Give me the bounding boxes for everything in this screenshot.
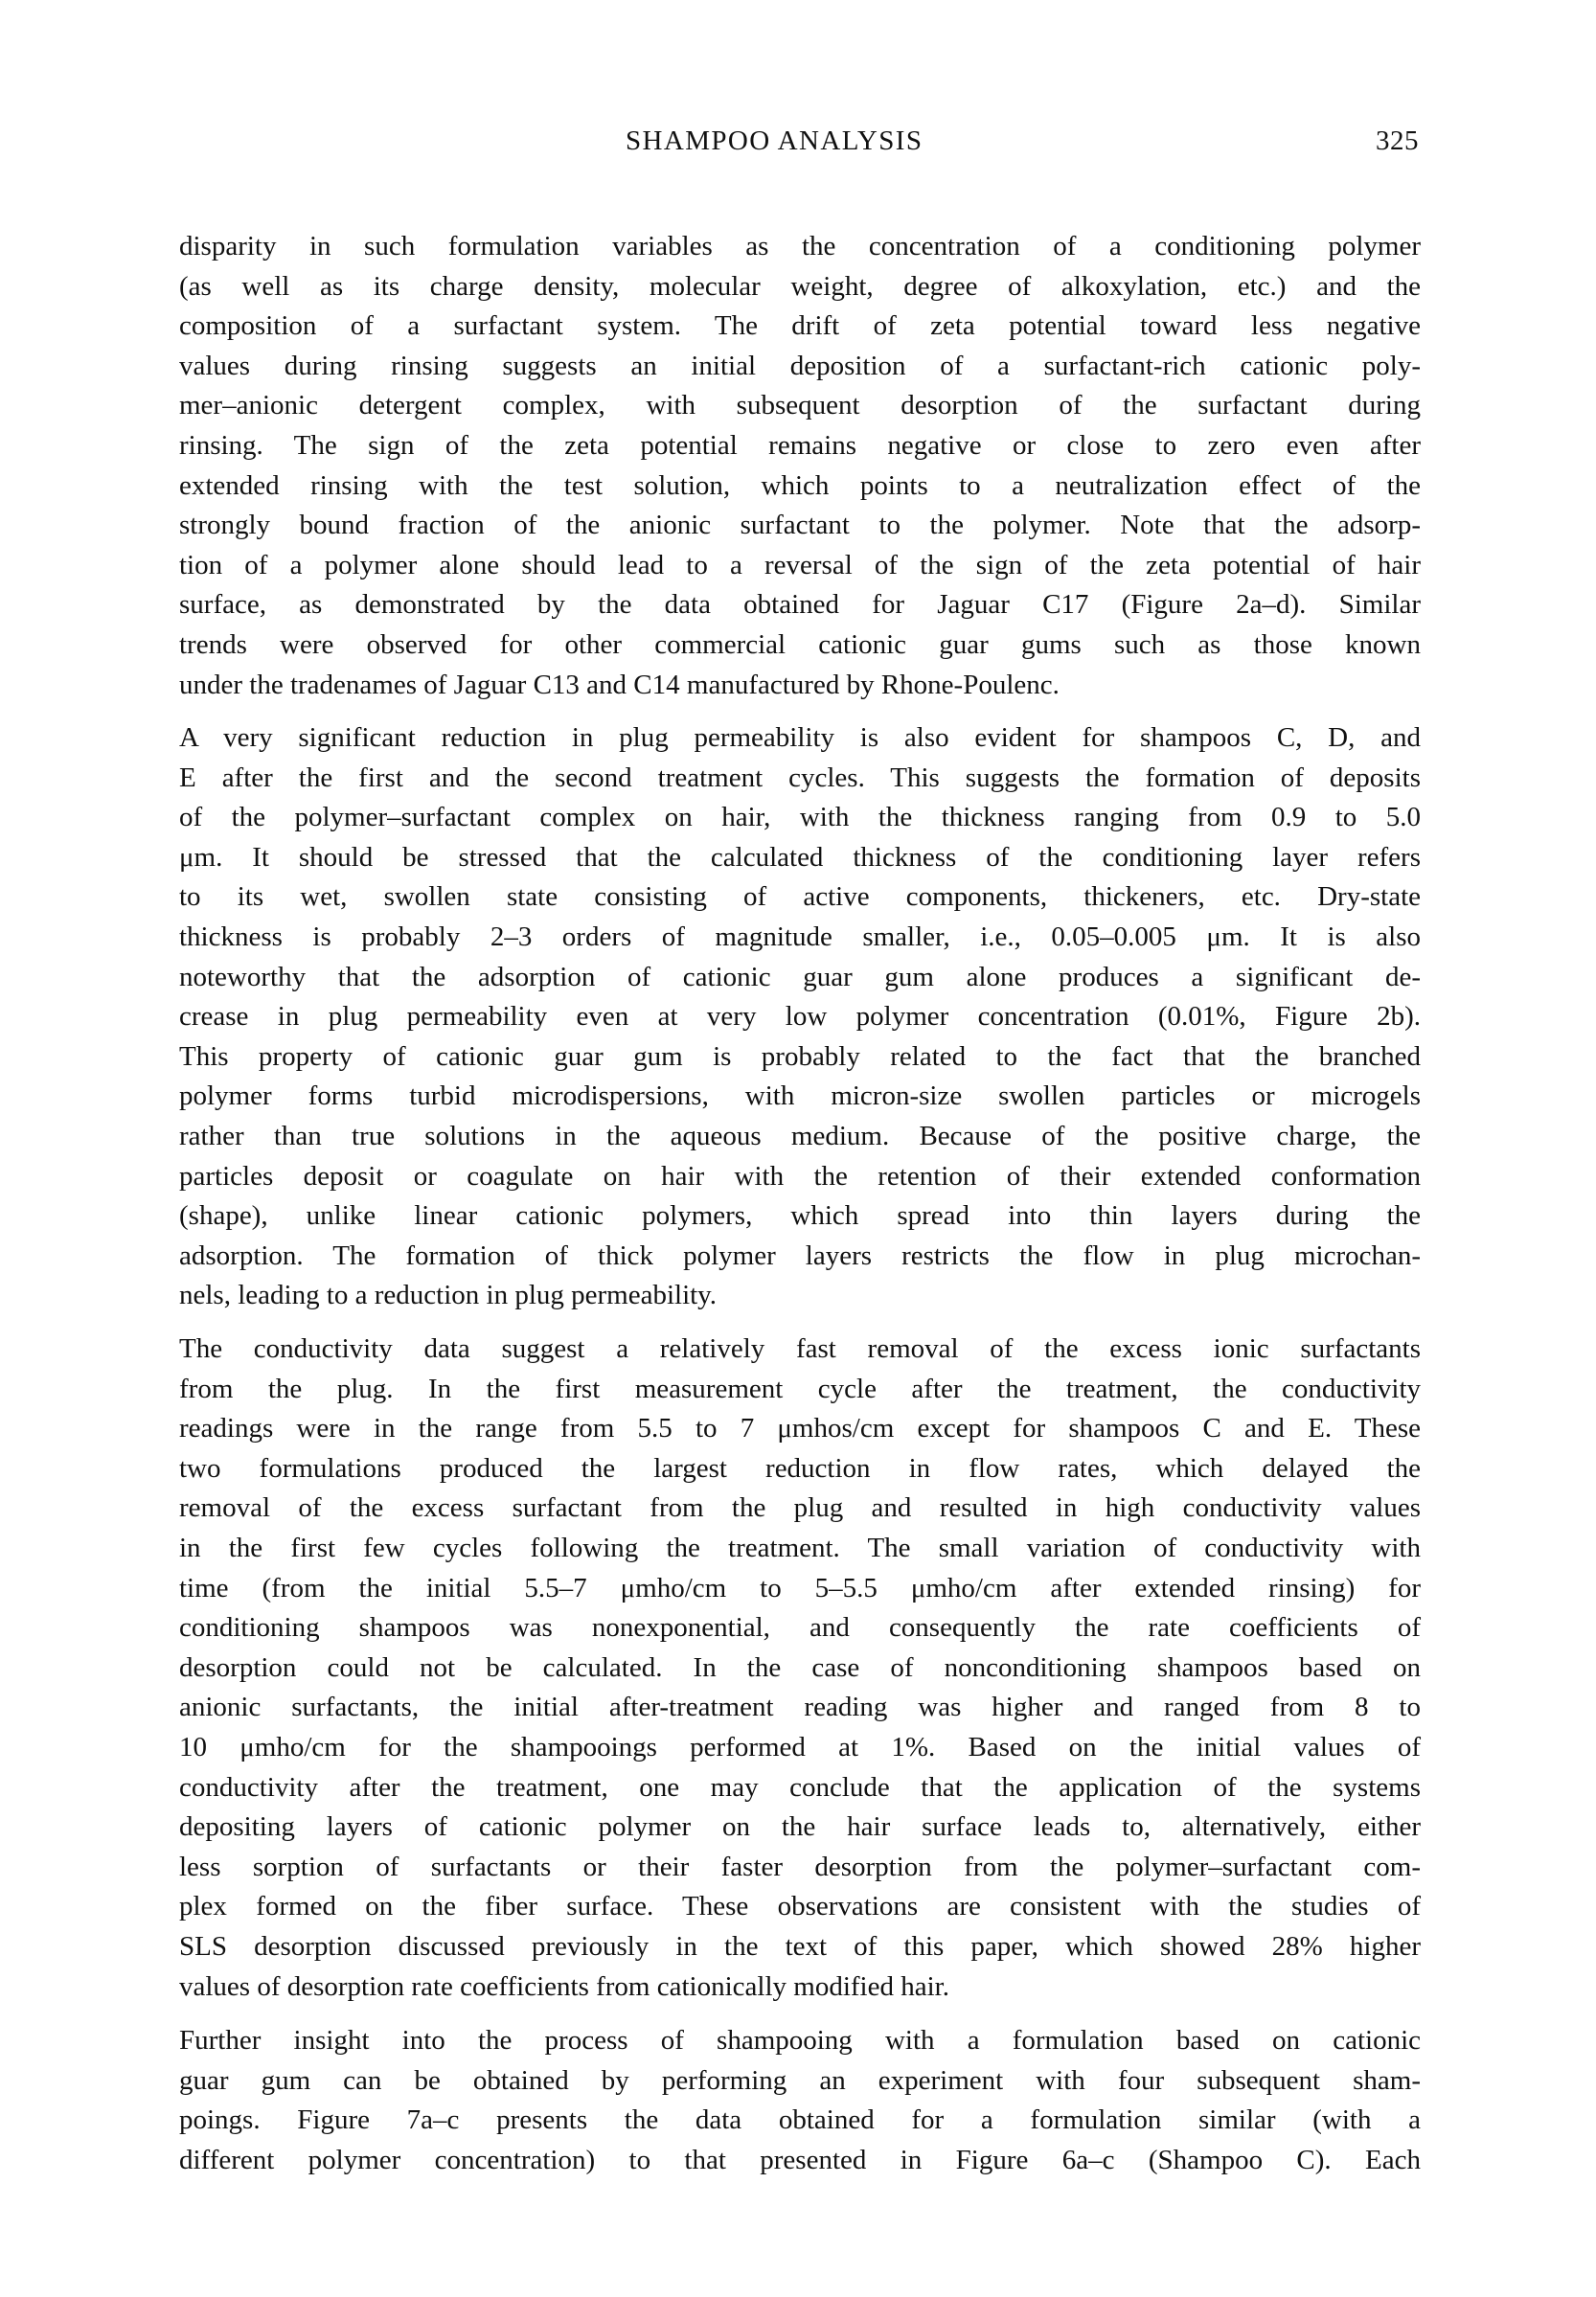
text-line: values of desorption rate coefficients from cationically modified hair. (179, 1970, 949, 2002)
text-line: less sorption of surfactants or their faster desorption from the polymer–surfactant com- (179, 1851, 1421, 1882)
text-line: adsorption. The formation of thick polymer layers restricts the flow in plug microchan- (179, 1239, 1421, 1271)
text-line: SLS desorption discussed previously in the text of this paper, which showed 28% higher (179, 1930, 1421, 1962)
text-line: rather than true solutions in the aqueous medium. Because of the positive charge, the (179, 1120, 1421, 1151)
text-line: guar gum can be obtained by performing an experiment with four subsequent sham- (179, 2064, 1421, 2096)
text-line: composition of a surfactant system. The drift of zeta potential toward less negative (179, 310, 1421, 342)
text-line: polymer forms turbid microdispersions, with micron-size swollen particles or microgels (179, 1080, 1421, 1112)
text-line: rinsing. The sign of the zeta potential remains negative or close to zero even after (179, 429, 1421, 461)
text-line: time (from the initial 5.5–7 μmho/cm to 5–5.5 μmho/cm after extended rinsing) for (179, 1572, 1421, 1603)
text-line: A very significant reduction in plug permeability is also evident for shampoos C, D, and (179, 722, 1421, 753)
text-line: mer–anionic detergent complex, with subsequent desorption of the surfactant during (179, 390, 1421, 421)
text-line: μm. It should be stressed that the calculated thickness of the conditioning layer refers (179, 841, 1421, 873)
running-title: SHAMPOO ANALYSIS (626, 125, 923, 156)
text-line: (shape), unlike linear cationic polymers, which spread into thin layers during the (179, 1200, 1421, 1232)
text-line: particles deposit or coagulate on hair with the retention of their extended conformation (179, 1160, 1421, 1192)
text-line: conditioning shampoos was nonexponential, and consequently the rate coefficients of (179, 1612, 1421, 1644)
text-line: in the first few cycles following the treatment. The small variation of conductivity with (179, 1532, 1421, 1563)
text-line: two formulations produced the largest reduction in flow rates, which delayed the (179, 1452, 1421, 1484)
text-line: plex formed on the fiber surface. These observations are consistent with the studies of (179, 1891, 1421, 1922)
text-line: conductivity after the treatment, one may conclude that the application of the systems (179, 1771, 1421, 1803)
text-line: different polymer concentration) to that presented in Figure 6a–c (Shampoo C). Each (179, 2144, 1421, 2175)
text-line: removal of the excess surfactant from the plug and resulted in high conductivity values (179, 1492, 1421, 1524)
text-line: depositing layers of cationic polymer on the hair surface leads to, alternatively, either (179, 1811, 1421, 1843)
text-line: under the tradenames of Jaguar C13 and C14 manufactured by Rhone-Poulenc. (179, 669, 1060, 700)
text-line: The conductivity data suggest a relatively fast removal of the excess ionic surfactants (179, 1333, 1421, 1364)
text-line: poings. Figure 7a–c presents the data obtained for a formulation similar (with a (179, 2104, 1421, 2136)
paragraph-conductivity (179, 1330, 1421, 2007)
paragraph-further-insight (179, 2021, 1421, 2180)
text-line: 10 μmho/cm for the shampooings performed at 1%. Based on the initial values of (179, 1731, 1421, 1763)
running-head (179, 122, 1421, 162)
text-line: from the plug. In the first measurement cycle after the treatment, the conductivity (179, 1373, 1421, 1404)
text-line: desorption could not be calculated. In the case of nonconditioning shampoos based on (179, 1651, 1421, 1683)
text-line: of the polymer–surfactant complex on hair, with the thickness ranging from 0.9 to 5.0 (179, 802, 1421, 833)
text-line: tion of a polymer alone should lead to a reversal of the sign of the zeta potential of hair (179, 549, 1421, 580)
text-line: Further insight into the process of shampooing with a formulation based on cationic (179, 2025, 1421, 2056)
text-line: disparity in such formulation variables as the concentration of a conditioning polymer (179, 231, 1421, 262)
paragraph-plug-permeability (179, 718, 1421, 1316)
text-line: readings were in the range from 5.5 to 7 μmhos/cm except for shampoos C and E. These (179, 1413, 1421, 1444)
text-line: crease in plug permeability even at very low polymer concentration (0.01%, Figure 2b). (179, 1001, 1421, 1033)
text-line: noteworthy that the adsorption of cationic guar gum alone produces a significant de- (179, 961, 1421, 992)
page-number: 325 (1376, 125, 1419, 156)
text-line: (as well as its charge density, molecular weight, degree of alkoxylation, etc.) and the (179, 270, 1421, 302)
text-line: strongly bound fraction of the anionic surfactant to the polymer. Note that the adsorp- (179, 510, 1421, 541)
text-line: E after the first and the second treatment cycles. This suggests the formation of deposits (179, 762, 1421, 793)
text-line: trends were observed for other commercial cationic guar gums such as those known (179, 628, 1421, 660)
text-line: extended rinsing with the test solution, which points to a neutralization effect of the (179, 469, 1421, 501)
text-line: This property of cationic guar gum is probably related to the fact that the branched (179, 1040, 1421, 1072)
text-line: thickness is probably 2–3 orders of magnitude smaller, i.e., 0.05–0.005 μm. It is also (179, 921, 1421, 952)
text-line: values during rinsing suggests an initial deposition of a surfactant-rich cationic poly- (179, 350, 1421, 381)
paragraph-zeta-potential (179, 227, 1421, 705)
text-line: nels, leading to a reduction in plug permeability. (179, 1280, 718, 1311)
text-line: surface, as demonstrated by the data obtained for Jaguar C17 (Figure 2a–d). Similar (179, 589, 1421, 621)
text-line: to its wet, swollen state consisting of active components, thickeners, etc. Dry-state (179, 881, 1421, 913)
text-line: anionic surfactants, the initial after-treatment reading was higher and ranged from 8 to (179, 1692, 1421, 1723)
